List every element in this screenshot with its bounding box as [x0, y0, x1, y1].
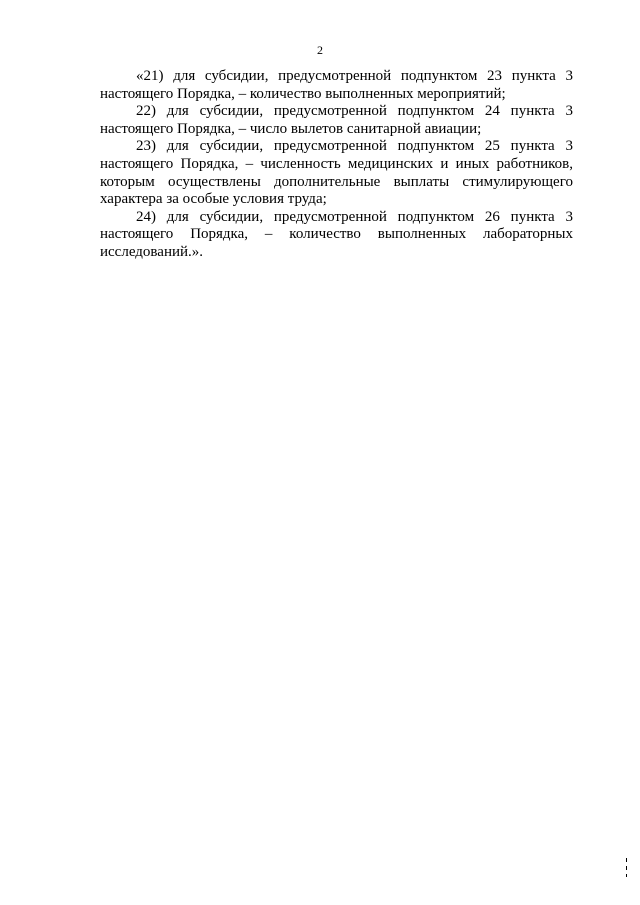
- scan-edge-mark: [626, 866, 627, 870]
- page-number: 2: [317, 43, 323, 57]
- paragraph-item-22: 22) для субсидии, предусмотренной подпунктом 24 пункта 3 настоящего Порядка, – число вылетов санитарной авиации;: [100, 103, 573, 137]
- document-body: [100, 68, 573, 262]
- paragraph-item-24: 24) для субсидии, предусмотренной подпунктом 26 пункта 3 настоящего Порядка, – количество выполненных лабораторных исследований.».: [100, 208, 573, 260]
- paragraph-item-21: «21) для субсидии, предусмотренной подпунктом 23 пункта 3 настоящего Порядка, – количество выполненных мероприятий;: [100, 68, 573, 102]
- scan-edge-mark: [626, 874, 627, 877]
- paragraph-item-23: 23) для субсидии, предусмотренной подпунктом 25 пункта 3 настоящего Порядка, – численность медицинских и иных работников, которым осуществлены дополнительные выплаты стимулирующего характера за особые условия труда;: [100, 138, 573, 208]
- scan-edge-mark: [626, 858, 627, 862]
